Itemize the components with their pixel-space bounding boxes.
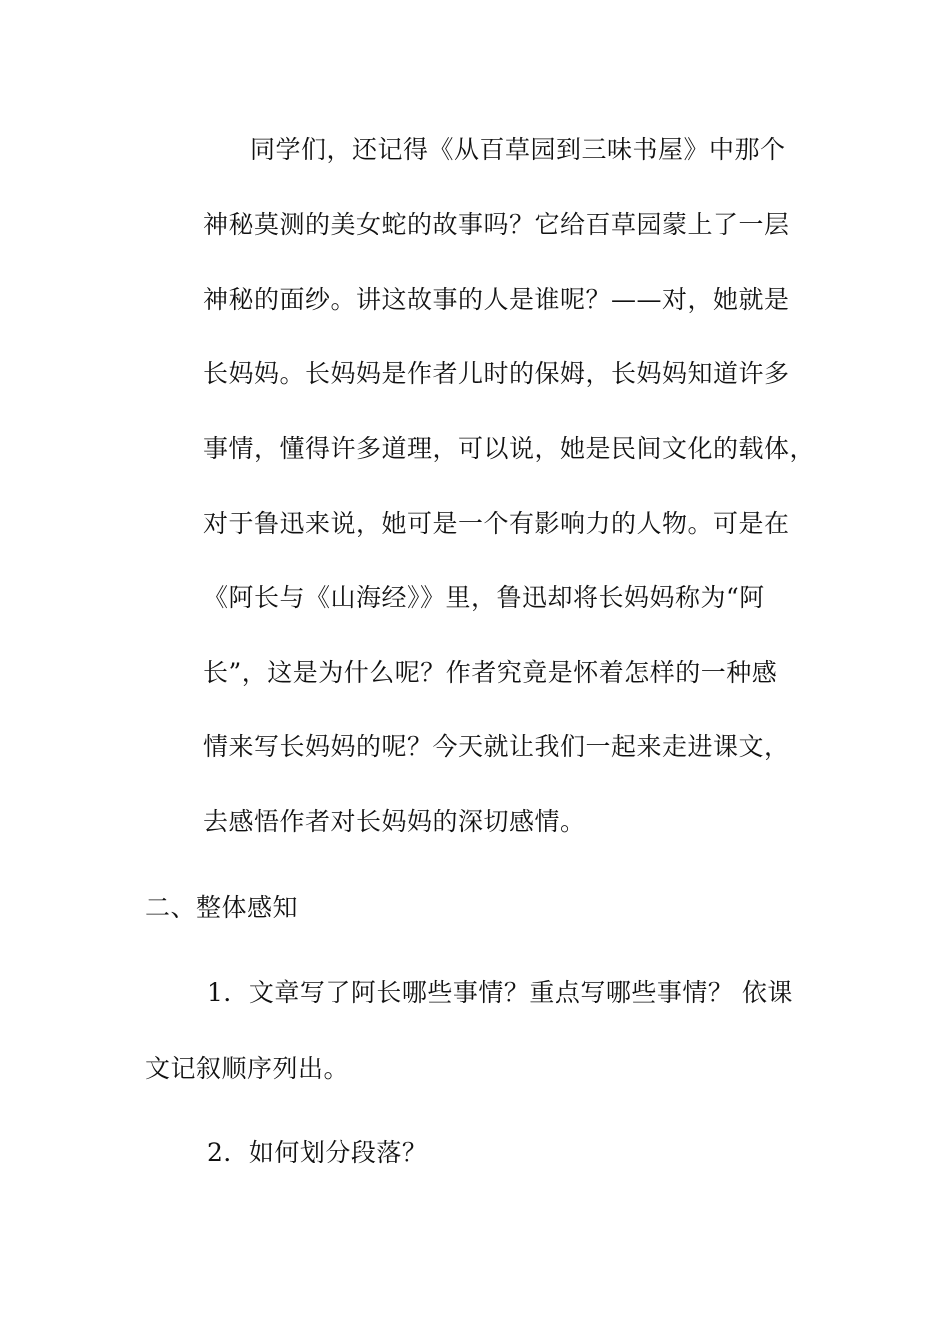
paragraph-line-5: 事情，懂得许多道理，可以说，她是民间文化的载体，	[203, 434, 816, 463]
paragraph-line-1: 同学们，还记得《从百草园到三味书屋》中那个	[250, 135, 786, 164]
paragraph-line-4: 长妈妈。长妈妈是作者儿时的保姆，长妈妈知道许多	[203, 359, 790, 388]
paragraph-line-8: 长”，这是为什么呢？作者究竟是怀着怎样的一种感	[203, 658, 778, 687]
section-heading: 二、整体感知	[145, 893, 299, 922]
question-2: 2．如何划分段落？	[207, 1138, 428, 1167]
paragraph-line-3: 神秘的面纱。讲这故事的人是谁呢？——对，她就是	[203, 285, 790, 314]
question-1-line-1: 1．文章写了阿长哪些事情？重点写哪些事情？ 依课	[207, 978, 793, 1007]
paragraph-line-10: 去感悟作者对长妈妈的深切感情。	[203, 807, 586, 836]
paragraph-line-9: 情来写长妈妈的呢？今天就让我们一起来走进课文，	[203, 732, 790, 761]
paragraph-line-2: 神秘莫测的美女蛇的故事吗？它给百草园蒙上了一层	[203, 210, 790, 239]
paragraph-line-6: 对于鲁迅来说，她可是一个有影响力的人物。可是在	[203, 509, 790, 538]
question-1-line-2: 文记叙顺序列出。	[145, 1054, 350, 1083]
paragraph-line-7: 《阿长与《山海经》》里，鲁迅却将长妈妈称为“阿	[203, 583, 765, 612]
